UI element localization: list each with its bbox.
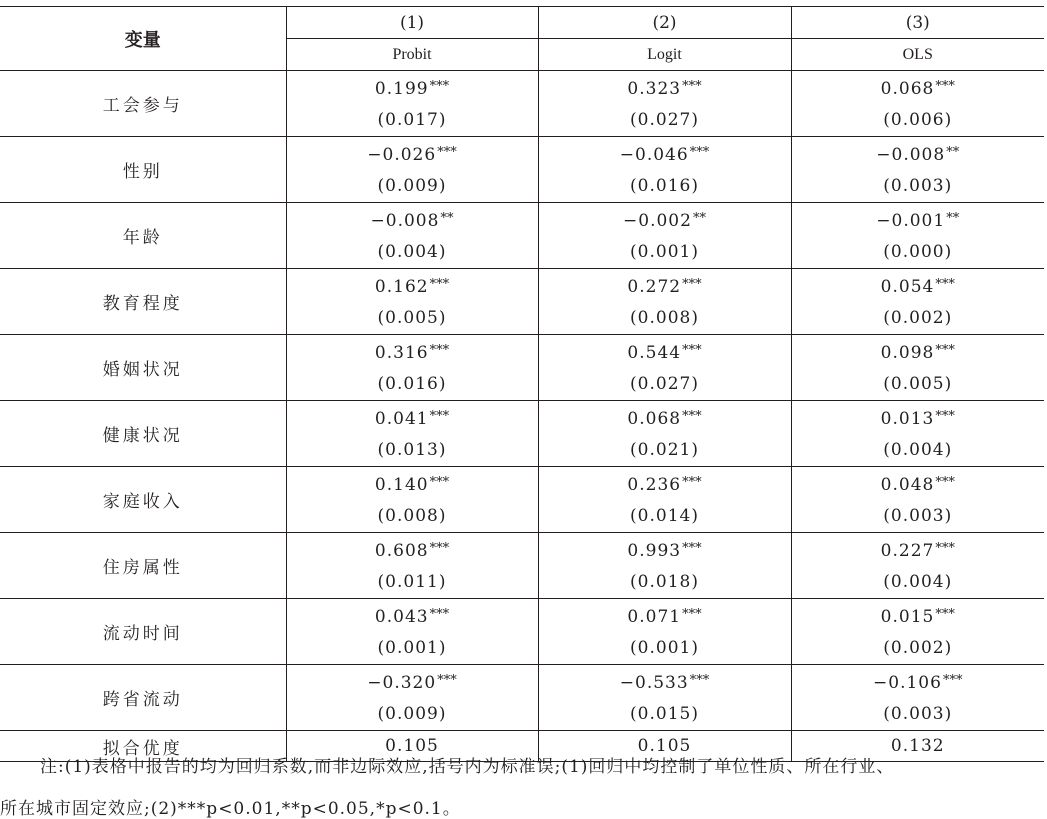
coefficient-value: 0.199: [374, 79, 429, 99]
coefficient-value: −0.008: [370, 211, 440, 231]
table-row: [0, 203, 1044, 269]
column-number-1: (1): [286, 7, 538, 39]
standard-error-value: (0.003): [883, 176, 953, 196]
coefficient-line: [792, 71, 1045, 105]
standard-error-value: (0.003): [883, 506, 953, 526]
significance-stars: ***: [429, 541, 450, 556]
standard-error-value: (0.004): [883, 572, 953, 592]
coefficient-value: 0.993: [627, 541, 682, 561]
estimate-cell: [538, 335, 791, 401]
significance-stars: ***: [935, 409, 955, 424]
table-row: [0, 467, 1044, 533]
coefficient-line: [792, 533, 1045, 567]
estimate-cell: [538, 467, 791, 533]
table-row: [0, 137, 1044, 203]
table-note-line-2: 所在城市固定效应;(2)***p<0.01,**p<0.05,*p<0.1。: [0, 799, 461, 819]
significance-stars: ***: [429, 79, 450, 94]
coefficient-line: [287, 665, 538, 699]
variable-label: 教育程度: [0, 269, 286, 335]
coefficient-value: 0.227: [880, 541, 935, 561]
coefficient-value: 0.608: [374, 541, 429, 561]
goodness-of-fit-value: 0.132: [791, 731, 1044, 762]
coefficient-value: 0.013: [880, 409, 935, 429]
variable-label: 家庭收入: [0, 467, 286, 533]
estimate-cell: [286, 599, 538, 665]
coefficient-line: [539, 467, 791, 501]
coefficient-line: [287, 599, 538, 633]
coefficient-line: [287, 467, 538, 501]
variable-label: 跨省流动: [0, 665, 286, 731]
table-row: [0, 335, 1044, 401]
table-row: [0, 599, 1044, 665]
standard-error-value: (0.011): [377, 572, 447, 592]
significance-stars: ***: [429, 409, 450, 424]
significance-stars: ***: [682, 409, 702, 424]
estimate-cell: [286, 467, 538, 533]
significance-stars: ***: [935, 277, 955, 292]
standard-error-value: (0.015): [630, 704, 699, 724]
standard-error-value: (0.018): [630, 572, 699, 592]
coefficient-line: [539, 71, 791, 105]
coefficient-value: 0.068: [880, 79, 935, 99]
standard-error-value: (0.005): [377, 308, 447, 328]
significance-stars: ***: [942, 673, 963, 688]
estimate-cell: [286, 665, 538, 731]
coefficient-value: 0.140: [374, 475, 429, 495]
coefficient-line: [539, 137, 791, 171]
coefficient-value: −0.106: [873, 673, 942, 693]
estimate-cell: [791, 335, 1044, 401]
coefficient-line: [539, 269, 791, 303]
goodness-of-fit-value: 0.105: [286, 731, 538, 762]
standard-error-value: (0.001): [377, 638, 447, 658]
estimate-cell: [538, 71, 791, 137]
estimate-cell: [538, 665, 791, 731]
regression-table: [0, 6, 1044, 762]
coefficient-value: 0.015: [880, 607, 935, 627]
coefficient-value: −0.320: [367, 673, 437, 693]
coefficient-value: 0.323: [627, 79, 682, 99]
significance-stars: ***: [689, 673, 710, 688]
variable-label: 住房属性: [0, 533, 286, 599]
standard-error-value: (0.006): [883, 110, 953, 130]
coefficient-line: [287, 71, 538, 105]
model-name-probit: Probit: [286, 39, 538, 71]
goodness-of-fit-label: 拟合优度: [0, 731, 286, 762]
coefficient-line: [792, 203, 1045, 237]
estimate-cell: [791, 137, 1044, 203]
significance-stars: **: [692, 211, 706, 226]
column-number-3: (3): [791, 7, 1044, 39]
standard-error-value: (0.027): [630, 374, 699, 394]
estimate-cell: [286, 137, 538, 203]
coefficient-value: 0.071: [627, 607, 682, 627]
coefficient-value: 0.272: [627, 277, 682, 297]
standard-error-value: (0.013): [377, 440, 447, 460]
coefficient-line: [287, 533, 538, 567]
variable-label: 性别: [0, 137, 286, 203]
model-name-ols: OLS: [791, 39, 1044, 71]
significance-stars: ***: [682, 541, 702, 556]
model-name-logit: Logit: [538, 39, 791, 71]
table-row: [0, 269, 1044, 335]
significance-stars: ***: [429, 607, 450, 622]
estimate-cell: [538, 269, 791, 335]
standard-error-value: (0.017): [377, 110, 447, 130]
standard-error-value: (0.004): [883, 440, 953, 460]
coefficient-value: −0.026: [367, 145, 437, 165]
coefficient-line: [539, 533, 791, 567]
coefficient-line: [792, 137, 1045, 171]
variable-label: 年龄: [0, 203, 286, 269]
coefficient-line: [539, 401, 791, 435]
coefficient-line: [287, 137, 538, 171]
coefficient-value: 0.098: [880, 343, 935, 363]
standard-error-value: (0.016): [630, 176, 699, 196]
standard-error-value: (0.009): [377, 176, 447, 196]
standard-error-value: (0.004): [377, 242, 447, 262]
coefficient-value: −0.008: [876, 145, 946, 165]
coefficient-value: −0.533: [619, 673, 689, 693]
coefficient-value: 0.054: [880, 277, 935, 297]
significance-stars: ***: [437, 673, 457, 688]
standard-error-value: (0.000): [883, 242, 953, 262]
goodness-of-fit-value: 0.105: [538, 731, 791, 762]
standard-error-value: (0.002): [883, 638, 953, 658]
significance-stars: ***: [429, 343, 450, 358]
estimate-cell: [791, 533, 1044, 599]
coefficient-value: −0.002: [623, 211, 692, 231]
significance-stars: ***: [935, 475, 955, 490]
coefficient-line: [792, 599, 1045, 633]
estimate-cell: [286, 71, 538, 137]
coefficient-value: 0.043: [374, 607, 429, 627]
coefficient-value: −0.001: [876, 211, 946, 231]
estimate-cell: [791, 71, 1044, 137]
significance-stars: **: [440, 211, 454, 226]
standard-error-value: (0.016): [377, 374, 447, 394]
significance-stars: ***: [429, 475, 450, 490]
estimate-cell: [538, 137, 791, 203]
coefficient-line: [287, 335, 538, 369]
significance-stars: **: [946, 145, 960, 160]
standard-error-value: (0.008): [377, 506, 447, 526]
coefficient-line: [792, 665, 1045, 699]
coefficient-line: [539, 335, 791, 369]
estimate-cell: [791, 269, 1044, 335]
coefficient-value: 0.544: [627, 343, 682, 363]
estimate-cell: [286, 533, 538, 599]
significance-stars: ***: [682, 277, 702, 292]
coefficient-value: 0.162: [374, 277, 429, 297]
significance-stars: ***: [682, 79, 702, 94]
coefficient-line: [287, 401, 538, 435]
coefficient-line: [792, 401, 1045, 435]
standard-error-value: (0.008): [630, 308, 699, 328]
estimate-cell: [538, 599, 791, 665]
significance-stars: ***: [682, 607, 702, 622]
estimate-cell: [538, 533, 791, 599]
coefficient-value: 0.068: [627, 409, 682, 429]
estimate-cell: [791, 203, 1044, 269]
estimate-cell: [286, 269, 538, 335]
estimate-cell: [791, 467, 1044, 533]
standard-error-value: (0.001): [630, 638, 699, 658]
standard-error-value: (0.001): [630, 242, 699, 262]
coefficient-value: 0.236: [627, 475, 682, 495]
significance-stars: ***: [682, 343, 702, 358]
estimate-cell: [286, 335, 538, 401]
significance-stars: ***: [429, 277, 450, 292]
variable-label: 婚姻状况: [0, 335, 286, 401]
variable-label: 工会参与: [0, 71, 286, 137]
significance-stars: **: [946, 211, 960, 226]
variable-label: 流动时间: [0, 599, 286, 665]
estimate-cell: [286, 203, 538, 269]
coefficient-value: −0.046: [619, 145, 689, 165]
significance-stars: ***: [689, 145, 710, 160]
significance-stars: ***: [935, 79, 955, 94]
table-row: [0, 71, 1044, 137]
significance-stars: ***: [682, 475, 702, 490]
variable-label: 健康状况: [0, 401, 286, 467]
coefficient-line: [287, 269, 538, 303]
standard-error-value: (0.002): [883, 308, 953, 328]
estimate-cell: [791, 665, 1044, 731]
estimate-cell: [791, 599, 1044, 665]
table-row: [0, 533, 1044, 599]
coefficient-value: 0.316: [374, 343, 429, 363]
coefficient-line: [539, 203, 791, 237]
table-row: [0, 401, 1044, 467]
significance-stars: ***: [935, 541, 955, 556]
coefficient-value: 0.048: [880, 475, 935, 495]
estimate-cell: [538, 203, 791, 269]
significance-stars: ***: [935, 343, 955, 358]
standard-error-value: (0.014): [630, 506, 699, 526]
standard-error-value: (0.021): [630, 440, 699, 460]
standard-error-value: (0.003): [883, 704, 953, 724]
significance-stars: ***: [935, 607, 955, 622]
coefficient-value: 0.041: [374, 409, 429, 429]
coefficient-line: [792, 467, 1045, 501]
variable-column-header: 变量: [0, 7, 286, 71]
standard-error-value: (0.009): [377, 704, 447, 724]
standard-error-value: (0.027): [630, 110, 699, 130]
significance-stars: ***: [437, 145, 457, 160]
coefficient-line: [539, 665, 791, 699]
coefficient-line: [539, 599, 791, 633]
coefficient-line: [792, 335, 1045, 369]
column-number-2: (2): [538, 7, 791, 39]
estimate-cell: [791, 401, 1044, 467]
table-note-line-1: 注:(1)表格中报告的均为回归系数,而非边际效应,括号内为标准误;(1)回归中均控制了单位性质、所在行业、: [40, 757, 895, 777]
estimate-cell: [286, 401, 538, 467]
coefficient-line: [287, 203, 538, 237]
coefficient-line: [792, 269, 1045, 303]
standard-error-value: (0.005): [883, 374, 953, 394]
table-row: [0, 665, 1044, 731]
estimate-cell: [538, 401, 791, 467]
